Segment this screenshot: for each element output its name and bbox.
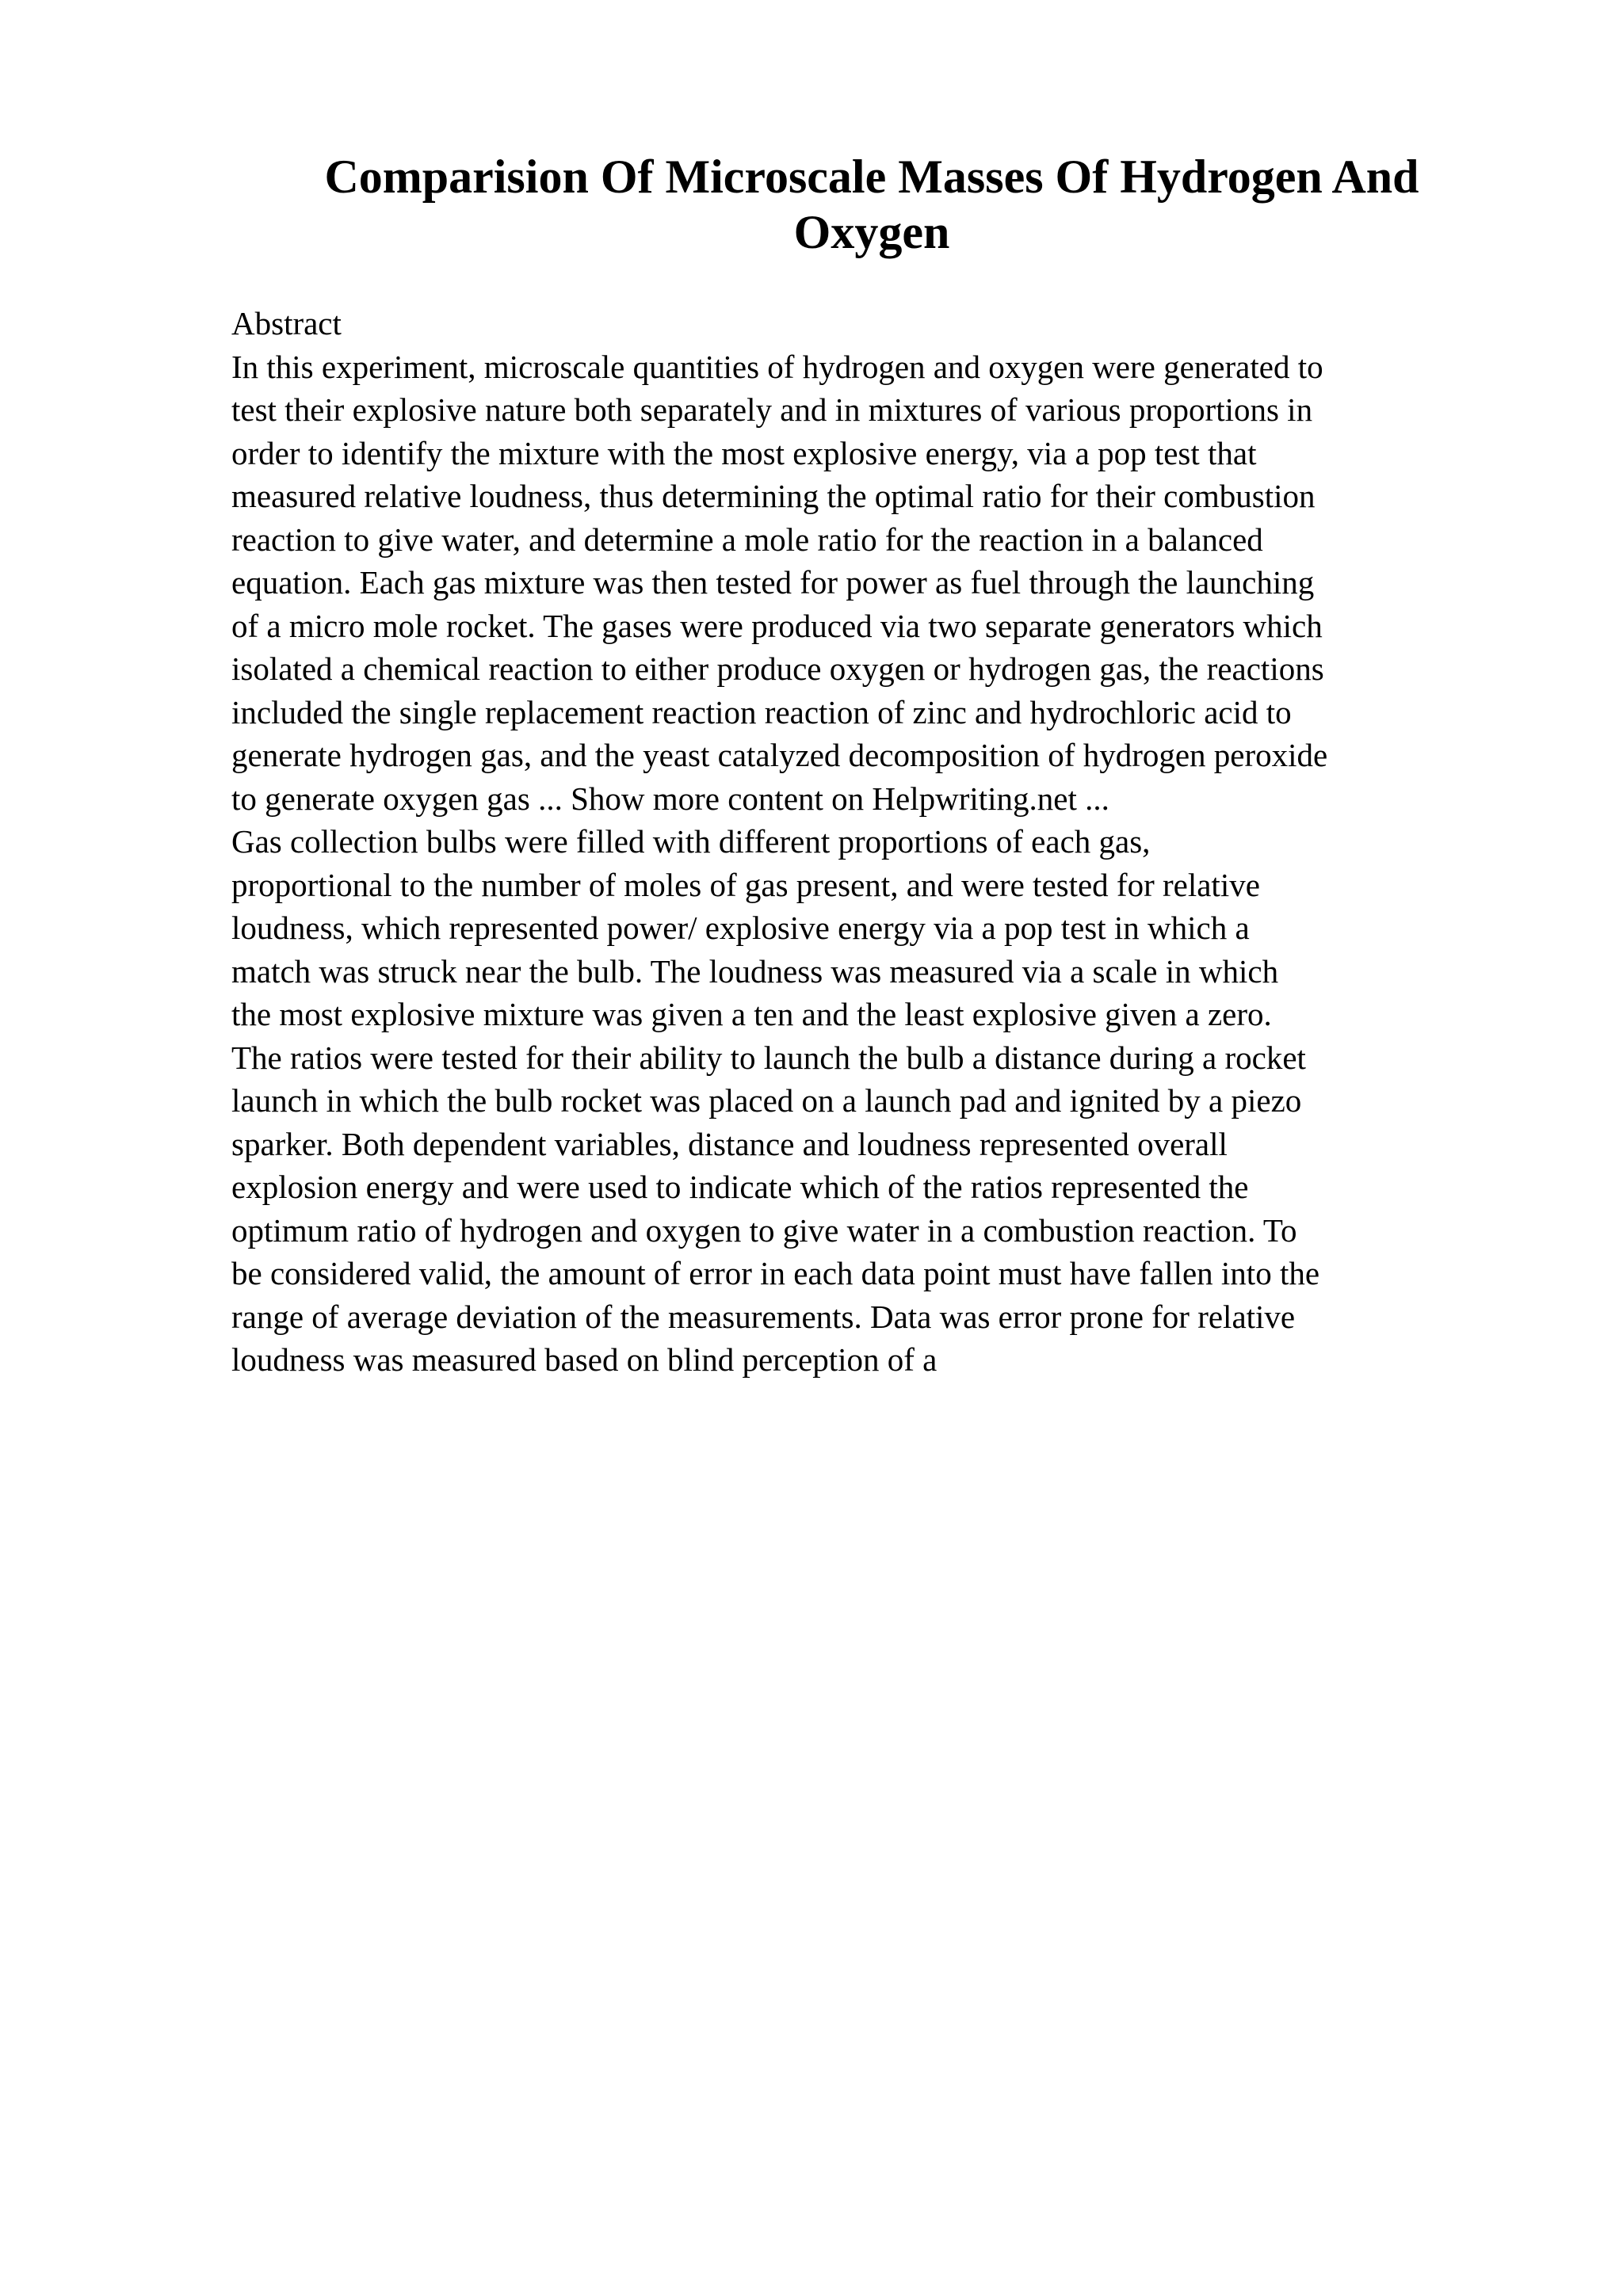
text-line: the most explosive mixture was given a ten and the least explosive given a zero. xyxy=(231,996,1272,1032)
text-line: loudness was measured based on blind perception of a xyxy=(231,1341,938,1378)
document-body xyxy=(231,302,1515,1382)
text-line: included the single replacement reaction reaction of zinc and hydrochloric acid to xyxy=(231,693,1292,730)
text-line: optimum ratio of hydrogen and oxygen to give water in a combustion reaction. To xyxy=(231,1211,1297,1249)
text-line: measured relative loudness, thus determining the optimal ratio for their combustion xyxy=(231,478,1316,514)
text-line: Gas collection bulbs were filled with different proportions of each gas, xyxy=(231,823,1151,860)
text-line: order to identify the mixture with the most explosive energy, via a pop test that xyxy=(231,434,1257,471)
text-line: equation. Each gas mixture was then tested for power as fuel through the launching xyxy=(231,564,1315,601)
text-line: explosion energy and were used to indicate which of the ratios represented the xyxy=(231,1169,1249,1205)
text-line: reaction to give water, and determine a mole ratio for the reaction in a balanced xyxy=(231,521,1263,558)
title-line: Comparision Of Microscale Masses Of Hydrogen And xyxy=(324,151,1419,203)
text-line: test their explosive nature both separately and in mixtures of various proportions in xyxy=(231,391,1313,428)
text-line: match was struck near the bulb. The loudness was measured via a scale in which xyxy=(231,952,1279,990)
text-line: of a micro mole rocket. The gases were produced via two separate generators which xyxy=(231,607,1323,644)
text-line: sparker. Both dependent variables, distance and loudness represented overall xyxy=(231,1125,1228,1162)
text-line: range of average deviation of the measurements. Data was error prone for relative xyxy=(231,1298,1296,1335)
text-line: The ratios were tested for their ability to launch the bulb a distance during a rocket xyxy=(231,1039,1306,1076)
body-paragraph xyxy=(231,820,1515,1382)
abstract-paragraph xyxy=(231,345,1515,821)
text-line: launch in which the bulb rocket was placed on a launch pad and ignited by a piezo xyxy=(231,1082,1302,1119)
text-line: to generate oxygen gas ... Show more content on Helpwriting.net ... xyxy=(231,780,1109,817)
title-line: Oxygen xyxy=(793,206,950,258)
text-line: generate hydrogen gas, and the yeast catalyzed decomposition of hydrogen peroxide xyxy=(231,737,1328,773)
text-line: isolated a chemical reaction to either produce oxygen or hydrogen gas, the reactions xyxy=(231,650,1324,687)
text-line: loudness, which represented power/ explosive energy via a pop test in which a xyxy=(231,910,1250,946)
document-title xyxy=(238,149,1506,260)
text-line: proportional to the number of moles of gas present, and were tested for relative xyxy=(231,866,1260,903)
text-line: be considered valid, the amount of error in each data point must have fallen into the xyxy=(231,1255,1320,1291)
text-line: In this experiment, microscale quantities of hydrogen and oxygen were generated to xyxy=(231,348,1323,385)
abstract-heading: Abstract xyxy=(231,305,342,341)
